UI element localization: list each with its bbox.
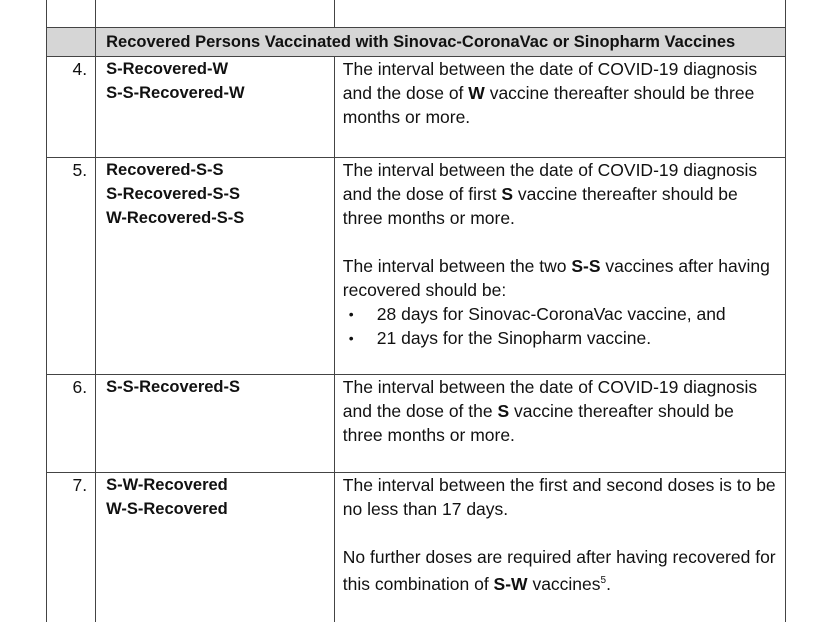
description-paragraph: The interval between the two S-S vaccines after having recovered should be:	[342, 256, 770, 300]
table-row	[47, 473, 786, 622]
sequence-code: S-S-Recovered-W	[106, 84, 245, 102]
code-cell	[96, 0, 335, 28]
bullet-item: • 28 days for Sinovac-CoronaVac vaccine, and	[343, 302, 777, 326]
number-cell	[47, 0, 96, 28]
sequence-code: S-Recovered-W	[106, 60, 229, 78]
row-number: 5.	[47, 158, 96, 375]
bullet-item: • 21 days for the Sinopharm vaccine.	[343, 326, 777, 350]
description-paragraph: The interval between the date of COVID-19 diagnosis and the dose of W vaccine thereafter should be three months or more.	[342, 59, 758, 127]
sequence-codes	[96, 473, 335, 622]
vaccination-table	[46, 0, 786, 622]
footnote-reference[interactable]: 5	[600, 575, 607, 586]
interval-description	[334, 375, 785, 473]
row-number: 4.	[47, 57, 96, 158]
table-row	[47, 375, 786, 473]
interval-bullet-list	[343, 302, 777, 350]
description-paragraph: The interval between the first and second doses is to be no less than 17 days.	[342, 475, 776, 519]
sequence-code: Recovered-S-S	[106, 161, 224, 179]
sequence-code: W-S-Recovered	[106, 500, 228, 518]
interval-description	[334, 158, 785, 375]
table-row	[47, 57, 786, 158]
interval-description	[334, 57, 785, 158]
sequence-codes	[96, 57, 335, 158]
interval-description	[334, 473, 785, 622]
sequence-codes	[96, 158, 335, 375]
description-paragraph: The interval between the date of COVID-19 diagnosis and the dose of the S vaccine thereafter should be three months or more.	[342, 377, 758, 445]
table-row	[47, 158, 786, 375]
row-number: 6.	[47, 375, 96, 473]
sequence-codes	[96, 375, 335, 473]
sequence-code: S-S-Recovered-S	[106, 378, 241, 396]
section-header-blank-cell	[47, 28, 96, 57]
table-row-previous	[47, 0, 786, 28]
sequence-code: S-Recovered-S-S	[106, 185, 241, 203]
section-header-row	[47, 28, 786, 57]
section-header: Recovered Persons Vaccinated with Sinovac-CoronaVac or Sinopharm Vaccines	[96, 28, 786, 57]
description-paragraph: No further doses are required after having recovered for this combination of S-W vaccines$^5$.	[342, 547, 776, 594]
description-paragraph: The interval between the date of COVID-19 diagnosis and the dose of first S vaccine thereafter should be three months or more.	[342, 160, 758, 228]
sequence-code: S-W-Recovered	[106, 476, 228, 494]
row-number: 7.	[47, 473, 96, 622]
sequence-code: W-Recovered-S-S	[106, 209, 245, 227]
description-cell	[334, 0, 785, 28]
